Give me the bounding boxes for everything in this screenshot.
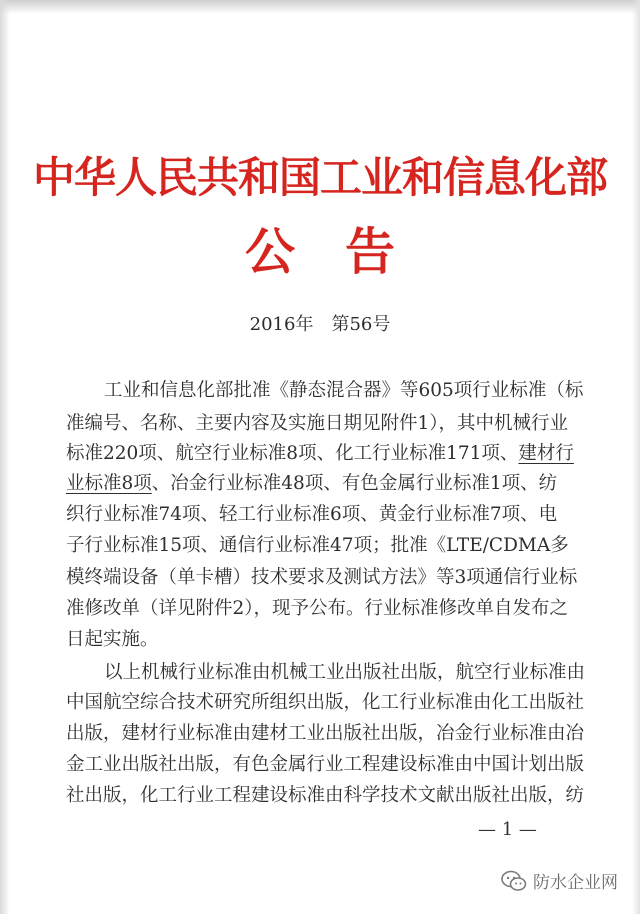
paragraph-2-line-4: 金工业出版社出版，有色金属行业工程建设标准由中国计划出版 [66,754,585,775]
ministry-title: 中华人民共和国工业和信息化部 [32,153,607,202]
paragraph-2-line-3: 出版，建材行业标准由建材工业出版社出版，冶金行业标准由冶 [66,723,585,744]
paragraph-1-line-1: 工业和信息化部批准《静态混合器》等605项行业标准（标 [104,380,584,401]
scan-edge-left [0,0,10,914]
paragraph-1-line-4 [66,471,557,497]
paragraph-2-line-5: 社出版，化工行业工程建设标准由科学技术文献出版社出版，纺 [66,785,585,806]
underlined-text-building-count: 业标准8项 [66,473,152,494]
paragraph-2-line-2: 中国航空综合技术研究所组织出版，化工行业标准由化工出版社 [66,692,585,713]
paragraph-1-line-5: 织行业标准74项、轻工行业标准6项、黄金行业标准7项、电 [66,504,558,525]
paragraph-1-line-3 [66,441,574,467]
paragraph-1-line-2: 准编号、名称、主要内容及实施日期见附件1），其中机械行业 [66,413,569,434]
paragraph-1-line-8: 准修改单（详见附件2），现予公布。行业标准修改单自发布之 [66,598,569,619]
scan-edge-top [0,0,640,14]
watermark [501,868,618,893]
page-number: — 1 — [478,819,537,840]
wechat-icon [501,870,527,892]
document-number: 2016年 第56号 [249,314,391,335]
document-type: 公 告 [245,223,395,281]
underlined-text-building-materials: 建材行 [518,443,574,464]
watermark-text: 防水企业网 [533,873,618,893]
paragraph-1-line-9: 日起实施。 [66,629,159,650]
scan-edge-right [632,0,640,914]
paragraph-1-line-7: 模终端设备（单卡槽）技术要求及测试方法》等3项通信行业标 [66,567,578,588]
line-3-text: 标准220项、航空行业标准8项、化工行业标准171项、 [66,443,519,464]
line-4-text: 、冶金行业标准48项、有色金属行业标准1项、纺 [151,473,558,494]
paragraph-1-line-6: 子行业标准15项、通信行业标准47项；批准《LTE/CDMA多 [66,535,569,556]
paragraph-2-line-1: 以上机械行业标准由机械工业出版社出版，航空行业标准由 [104,662,586,683]
